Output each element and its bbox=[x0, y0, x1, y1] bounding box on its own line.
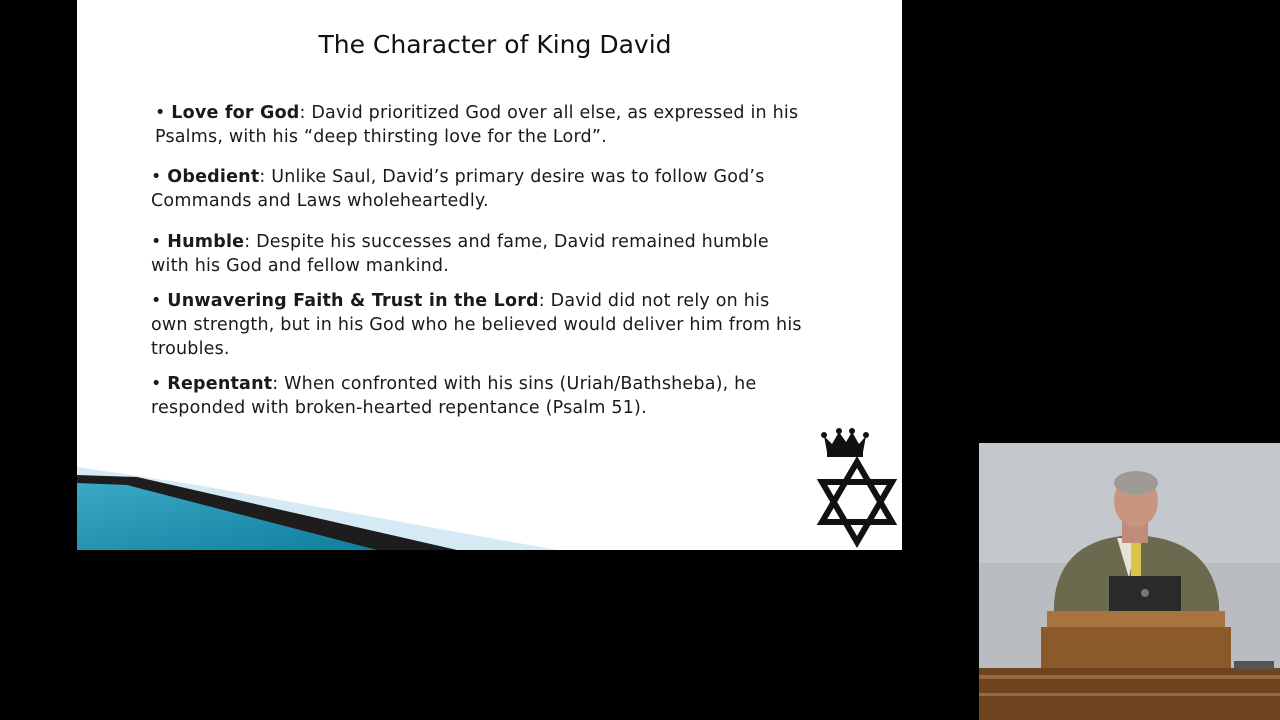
bullet-obedient bbox=[151, 165, 811, 213]
bullet-text: : Despite his successes and fame, David remained humble with his God and fellow mankind. bbox=[151, 232, 769, 276]
teal-swoosh-icon bbox=[77, 455, 557, 550]
speaker-at-podium-video bbox=[979, 443, 1280, 720]
bullet-marker: • bbox=[151, 291, 162, 311]
bullet-love-for-god bbox=[155, 101, 815, 149]
bullet-term: Obedient bbox=[167, 167, 260, 187]
bullet-marker: • bbox=[151, 374, 162, 394]
presentation-slide bbox=[77, 0, 902, 550]
speaker-webcam-feed bbox=[979, 443, 1280, 720]
bullet-repentant bbox=[151, 372, 811, 420]
bullet-text: : When confronted with his sins (Uriah/Bathsheba), he responded with broken-hearted repentance (Psalm 51). bbox=[151, 374, 757, 418]
bullet-text: : David prioritized God over all else, as expressed in his Psalms, with his “deep thirsting love for the Lord”. bbox=[155, 103, 799, 147]
crowned-star-of-david-icon bbox=[799, 424, 899, 550]
bullet-marker: • bbox=[151, 232, 162, 252]
bullet-marker: • bbox=[155, 103, 166, 123]
bullet-term: Humble bbox=[167, 232, 245, 252]
slide-title: The Character of King David bbox=[318, 30, 672, 59]
bullet-unwavering-faith bbox=[151, 289, 811, 361]
bullet-term: Unwavering Faith & Trust in the Lord bbox=[167, 291, 539, 311]
bullet-text: : David did not rely on his own strength, but in his God who he believed would deliver him from his troubles. bbox=[151, 291, 802, 359]
bullet-text: : Unlike Saul, David’s primary desire was to follow God’s Commands and Laws wholeheartedly. bbox=[151, 167, 765, 211]
bullet-term: Love for God bbox=[171, 103, 300, 123]
bullet-marker: • bbox=[151, 167, 162, 187]
bullet-term: Repentant bbox=[167, 374, 273, 394]
bullet-humble bbox=[151, 230, 811, 278]
